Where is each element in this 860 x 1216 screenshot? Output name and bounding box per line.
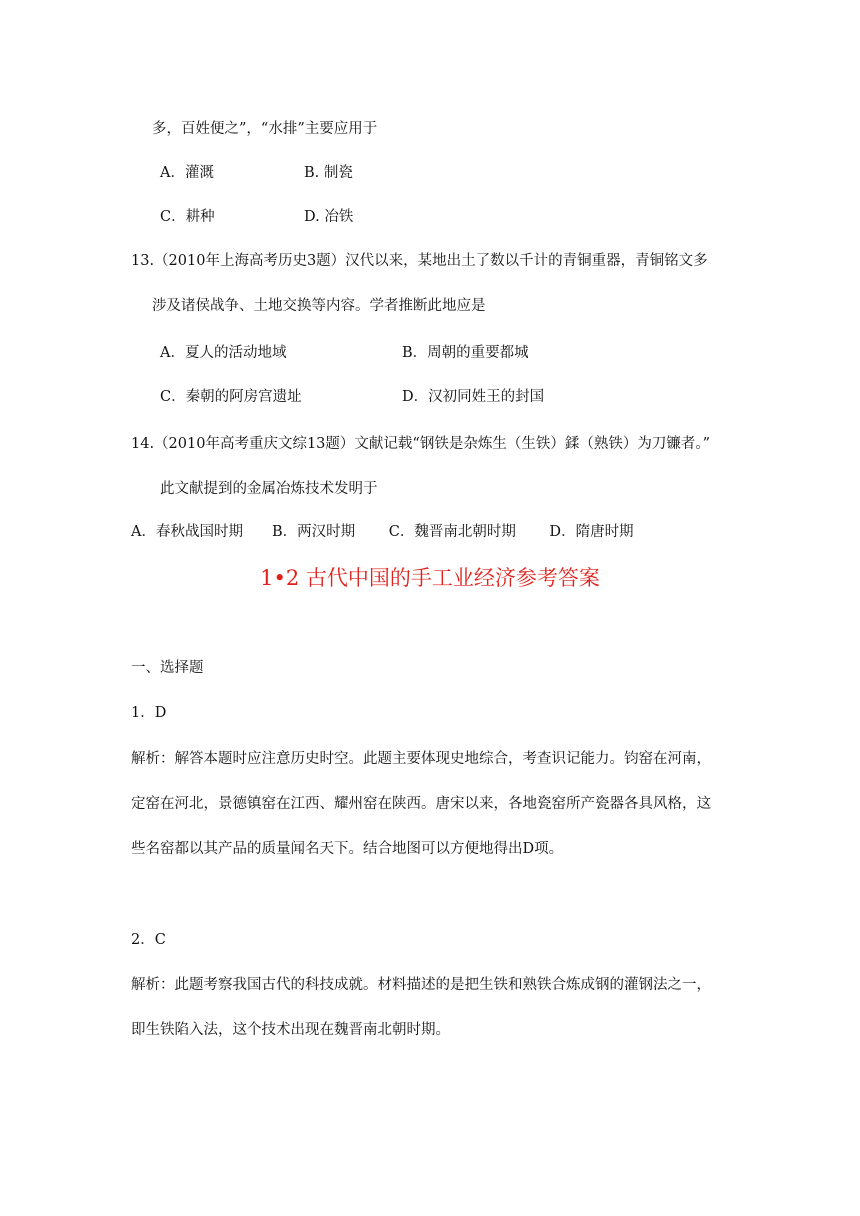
q12-option-d: D. 冶铁 [304,209,354,225]
answer-1-analysis-line2: 定窑在河北，景德镇窑在江西、耀州窑在陕西。唐宋以来，各地瓷窑所产瓷器各具风格，这 [131,796,711,812]
q12-option-b: B. 制瓷 [304,165,353,181]
section-heading: 一、选择题 [131,660,204,676]
answer-2-label: 2．C [131,932,166,948]
answer-1-label: 1．D [131,705,167,721]
q14-stem-line2: 此文献提到的金属冶炼技术发明于 [160,481,378,497]
q14-options: A．春秋战国时期 B．两汉时期 C．魏晋南北朝时期 D．隋唐时期 [131,524,634,540]
q13-option-c: C．秦朝的阿房宫遗址 [160,389,302,405]
q13-stem-line2: 涉及诸侯战争、土地交换等内容。学者推断此地应是 [152,298,486,314]
q12-option-c: C．耕种 [160,209,215,225]
q12-stem-tail: 多，百姓便之”，“水排”主要应用于 [152,121,378,137]
q13-option-b: B．周朝的重要都城 [402,345,529,361]
q13-option-d: D．汉初同姓王的封国 [402,389,545,405]
answer-1-analysis-line3: 些名窑都以其产品的质量闻名天下。结合地图可以方便地得出D项。 [131,841,564,857]
q12-option-a: A．灌溉 [160,165,214,181]
answer-2-analysis-line1: 解析：此题考察我国古代的科技成就。材料描述的是把生铁和熟铁合炼成钢的灌钢法之一， [131,977,711,993]
q13-stem-line1: 13.（2010年上海高考历史3题）汉代以来，某地出土了数以千计的青铜重器，青铜铭文多 [131,253,708,269]
q14-stem-line1: 14.（2010年高考重庆文综13题）文献记载“钢铁是杂炼生（生铁）鍒（熟铁）为刀镰者。” [131,436,710,452]
answer-1-analysis-line1: 解析：解答本题时应注意历史时空。此题主要体现史地综合，考查识记能力。钧窑在河南， [131,751,711,767]
answers-title: 1•2 古代中国的手工业经济参考答案 [260,566,600,590]
q13-option-a: A．夏人的活动地域 [160,345,287,361]
answer-2-analysis-line2: 即生铁陷入法，这个技术出现在魏晋南北朝时期。 [131,1022,450,1038]
